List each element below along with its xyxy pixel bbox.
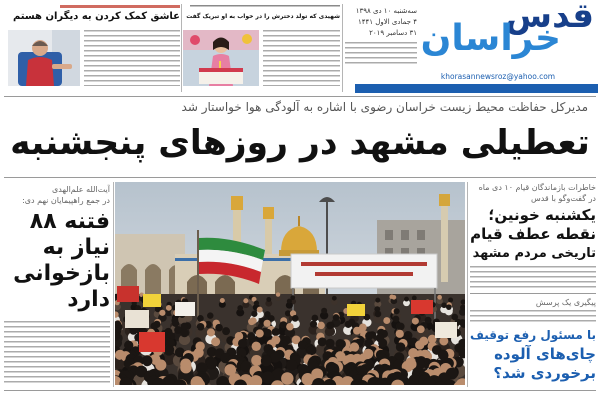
right-story-tea-seizure [470, 297, 596, 387]
date-persian: سه‌شنبه ۱۰ دی ۱۳۹۸ [355, 7, 417, 15]
headline-line: نیاز به [42, 235, 110, 260]
top-story-blood-donor [4, 0, 180, 92]
divider-top-stories [181, 4, 182, 92]
story-body-text [84, 30, 180, 86]
issue-info-lines [345, 42, 417, 64]
story-kicker-line [190, 5, 340, 8]
left-story-sedition-88 [4, 184, 110, 387]
story-photo-man-in-chair [8, 30, 80, 86]
issue-date-block [345, 6, 417, 64]
divider-under-masthead [4, 96, 596, 97]
story-headline [4, 209, 110, 313]
divider-bottom [4, 390, 596, 391]
story-photo-girl-with-cake [183, 30, 259, 86]
lead-headline: تعطیلی مشهد در روزهای پنجشنبه [10, 123, 590, 163]
story-headline [470, 206, 596, 263]
divider-right-column [470, 293, 596, 294]
headline-line: فتنه ۸۸ [29, 209, 110, 234]
date-hijri: ۴ جمادی الاول ۱۴۴۱ [358, 18, 417, 26]
story-kicker: در گفت‌وگو با قدس [530, 194, 596, 203]
top-story-martyr [183, 0, 340, 92]
story-kicker: خاطرات بازماندگان قیام ۱۰ دی ماه [478, 183, 596, 192]
story-deck-text [470, 310, 596, 324]
story-body-text [470, 266, 596, 290]
story-headline: شهیدی که تولد دخترش را در خواب به او تبریک گفت [186, 13, 340, 20]
story-kicker-line [60, 5, 180, 8]
divider-photo-left [113, 182, 114, 387]
story-body-text [4, 321, 110, 385]
headline-line: برخوردی شد؟ [493, 364, 596, 382]
divider-under-headline [4, 177, 596, 178]
story-headline [470, 326, 596, 383]
divider-masthead [342, 4, 343, 92]
main-photo-shrine-rally [115, 182, 465, 385]
headline-line: نقطه عطف قیام [470, 225, 596, 243]
right-story-bloody-sunday [470, 182, 596, 292]
logo-qods: قدس [505, 0, 594, 36]
story-kicker: آیت‌الله علم‌الهدی [52, 185, 110, 194]
masthead-blue-bar [355, 84, 598, 93]
logo-khorasan: خراسان [421, 18, 561, 59]
date-gregorian: ۳۱ دسامبر ۲۰۱۹ [369, 29, 417, 37]
story-kicker: پیگیری یک پرسش [535, 298, 596, 307]
lead-kicker: مدیرکل حفاظت محیط زیست خراسان رضوی با اشاره به آلودگی هوا خواستار شد [181, 100, 588, 114]
headline-line: یکشنبه خونین؛ [488, 206, 596, 224]
story-headline: عاشق کمک کردن به دیگران هستم [12, 11, 180, 22]
headline-line: دارد [67, 287, 110, 312]
story-kicker: در جمع راهپیمایان نهم دی: [22, 196, 110, 205]
headline-line: بازخوانی [13, 261, 110, 286]
masthead [345, 0, 598, 96]
divider-photo-right [467, 182, 468, 387]
story-body-text [263, 30, 340, 86]
headline-line: چای‌های آلوده [494, 345, 596, 363]
masthead-email: khorasannewsroz@yahoo.com [440, 72, 556, 81]
headline-line: تاریخی مردم مشهد [472, 246, 596, 261]
headline-line: با مسئول رفع توقیف [470, 328, 596, 342]
